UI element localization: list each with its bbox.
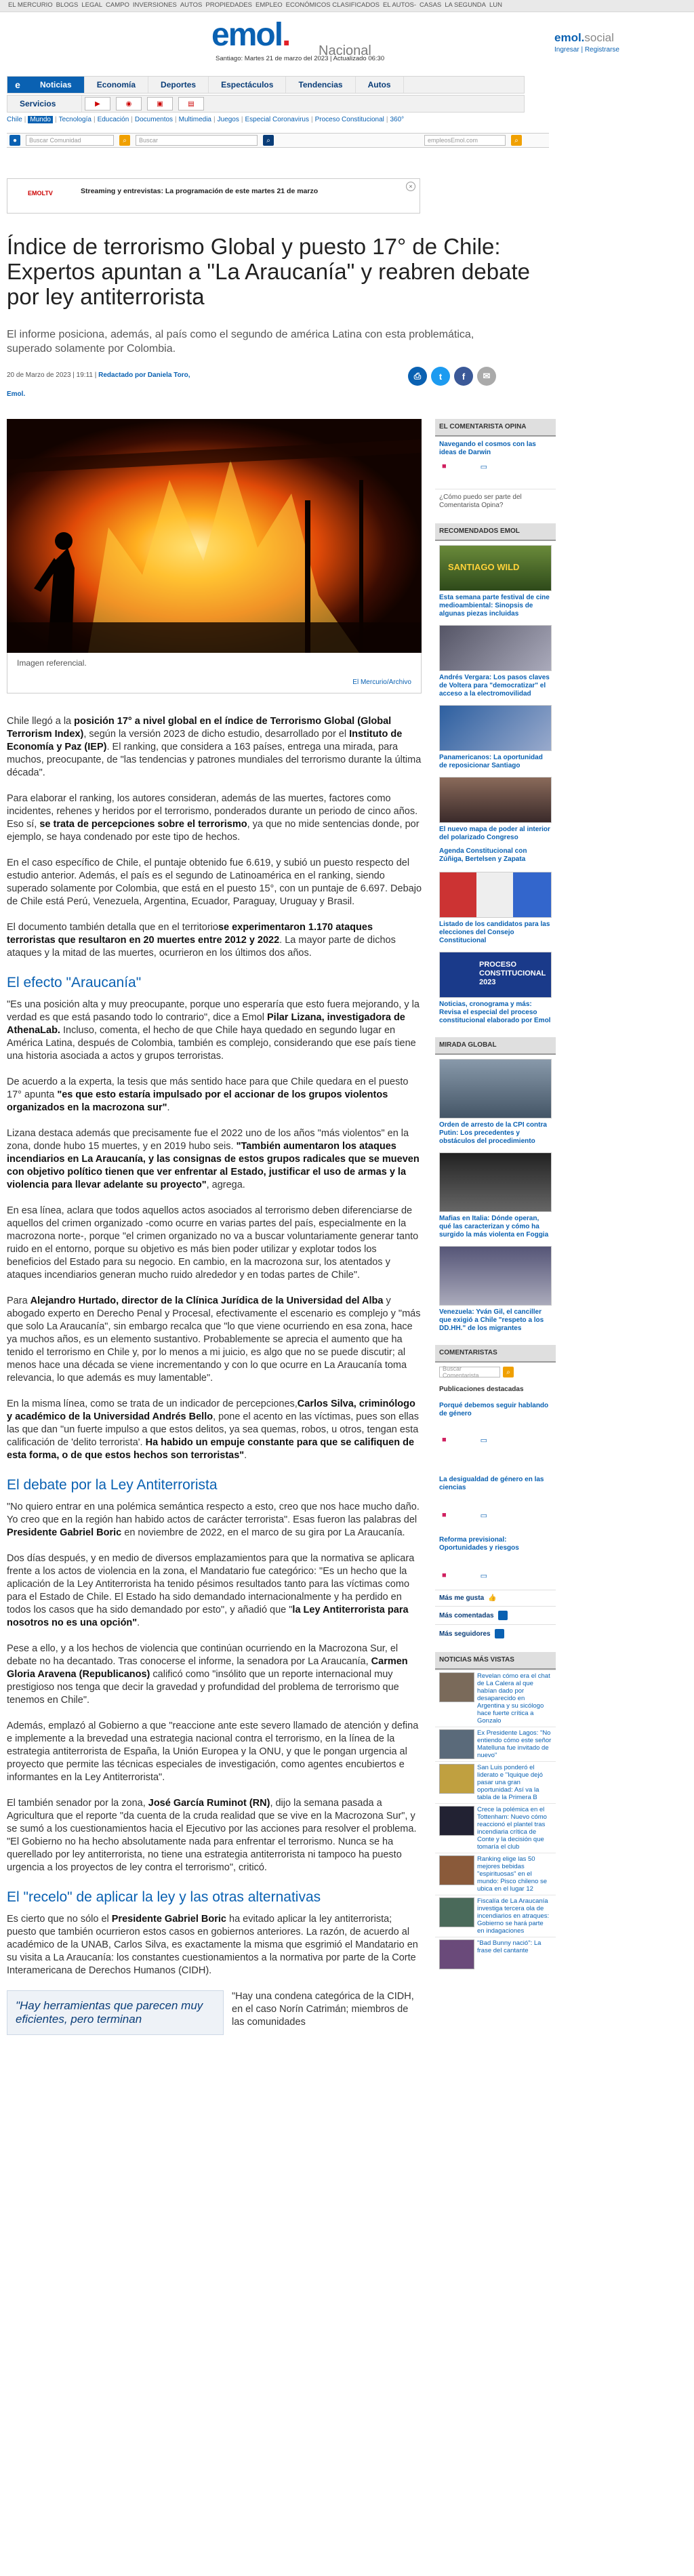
paragraph: Lizana destaca además que precisamente fue el 2022 uno de los años "más violentos" en la zona, donde hubo 15 muertes, y en 2019 hubo seis. "También aumentaron los ataques incendiarios en La Araucanía, y las consignas de estos grupos radicales que se mueven con objetivo político tienen que ver enfrentar al Estado, justificar el uso de armas y la violencia para llevar adelante su proyecto", agrega. <box>7 1128 420 1190</box>
sub-link[interactable]: Tecnología <box>58 116 91 123</box>
comment-icon <box>498 1611 508 1620</box>
sub-link[interactable]: Educación <box>97 116 129 123</box>
site-search-icon[interactable]: ⌕ <box>263 135 274 146</box>
facebook-icon[interactable]: f <box>454 367 473 386</box>
emol-social-brand[interactable]: emol.social <box>554 31 614 44</box>
photo-caption <box>7 653 422 693</box>
mirada-item[interactable] <box>435 1059 556 1148</box>
item-icons <box>435 1570 556 1583</box>
top-links-bar <box>0 0 694 12</box>
mirada-image <box>439 1152 552 1212</box>
section-name: Nacional <box>319 43 371 58</box>
photo-icon[interactable]: ▤ <box>178 97 204 110</box>
top-link[interactable]: EMPLEO <box>256 1 283 9</box>
separator: | <box>241 116 243 123</box>
paragraph: Para Alejandro Hurtado, director de la Clínica Jurídica de la Universidad del Alba y abogado experto en Derecho Penal y Procesal, efectivamente el escenario es complejo y "más que solo La Araucanía", sin embargo recalca que "lo que viene ocurriendo en esa zona, hace ya muchos años, es un elemento sustantivo. Probablemente se aprecia el aumento que ha tenido el terrorismo en Chile y, por lo menos a mi juicio, es algo que no se puede discutir; al menos hace una década se viene incrementando y con lo que ocurre en La Araucanía toma relevancia, lo que además es muy lamentable". <box>7 1295 421 1384</box>
nav-servicios[interactable]: Servicios <box>7 96 82 112</box>
rec-title[interactable]: El nuevo mapa de poder al interior del polarizado Congreso <box>439 826 550 841</box>
article-byline: 20 de Marzo de 2023 | 19:11 | Redactado por Daniela Toro, <box>7 371 190 379</box>
comunidad-icon[interactable]: ● <box>9 135 20 146</box>
paragraph: Es cierto que no sólo el Presidente Gabriel Boric ha evitado aplicar la ley antiterrorista; puesto que también ocurrieron estos casos en gobiernos anteriores. La razón, de acuerdo al académico de la UNAB, Carlos Silva, es exactamente la misma que esgrimió el Mandatario en su visita a La Araucanía: los constantes cuestionamientos a la normativa por parte de la Corte Interamericana de Derechos Humanos (CIDH). <box>7 1914 418 1976</box>
paragraph: Chile llegó a la posición 17° a nivel global en el índice de Terrorismo Global (Global Terrorism Index), según la versión 2023 de dicho estudio, desarrollado por el Instituto de Economía y Paz (IEP). El ranking, que considera a 163 países, entrega una mirada, para muchos, preocupante, de "las tendencias y patrones mundiales del terrorismo durante la última década". <box>7 716 422 778</box>
paragraph: "Hay una condena categórica de la CIDH, en el caso Norín Catrimán; miembros de las comunidades <box>232 1991 414 2028</box>
mirada-title[interactable]: Venezuela: Yván Gil, el canciller que exigió a Chile "respeto a los DD.HH." de los migrantes <box>439 1308 544 1332</box>
sub-links <box>7 116 406 123</box>
vista-thumb <box>439 1806 474 1836</box>
mirada-item[interactable] <box>435 1246 556 1335</box>
separator: | <box>54 116 57 123</box>
heart-icon[interactable]: ■ <box>442 1436 447 1444</box>
item-icons <box>435 461 556 474</box>
paragraph: El también senador por la zona, José García Ruminot (RN), dijo la semana pasada a Agricultura que el reporte "da cuenta de la cruda realidad que se vive en la Macrozona Sur", y se sumó a los cuestionamientos hacia el Ejecutivo por las acciones para resolver el problema. "El Gobierno no ha hecho absolutamente nada para enfrentar el terrorismo. Nunca se ha querellado por ley antiterrorista, no tiene una estrategia antiterrorista ni tampoco ha puesto urgencia a los proyectos de ley contra el terrorismo", criticó. <box>7 1798 417 1873</box>
site-search-input[interactable]: Buscar <box>136 135 258 146</box>
sub-link[interactable]: Proceso Constitucional <box>314 116 384 123</box>
top-link[interactable]: CAMPO <box>106 1 129 9</box>
vista-thumb <box>439 1764 474 1794</box>
vista-item[interactable]: Revelan cómo era el chat de La Calera al que habían dado por desaparecido en Argentina y su sicólogo hace fuerte crítica a Gonzalo <box>435 1670 556 1727</box>
recommended-item[interactable] <box>435 872 556 948</box>
paragraph: "No quiero entrar en una polémica semántica respecto a esto, creo que nos hace mucho daño. Yo creo que en la región han habido actos de carácter terrorista". Esas fueron las palabras del Presidente Gabriel Boric en noviembre de 2022, en el marco de su gira por La Araucanía. <box>7 1502 420 1538</box>
emoltv-label: EMOLTV <box>28 190 53 197</box>
rec-title[interactable]: Listado de los candidatos para las elecciones del Consejo Constitucional <box>439 921 550 944</box>
item-icons <box>435 1434 556 1447</box>
top-link[interactable]: CASAS <box>420 1 442 9</box>
sub-link[interactable]: Juegos <box>217 116 239 123</box>
quote-block <box>7 1990 422 2029</box>
rec-title[interactable]: Panamericanos: La oportunidad de reposicionar Santiago <box>439 754 543 769</box>
emoltv-promo[interactable] <box>7 178 420 214</box>
nav-autos[interactable]: Autos <box>356 77 404 93</box>
item-icons <box>435 1510 556 1523</box>
followers-icon <box>495 1629 504 1638</box>
rec-image <box>439 777 552 823</box>
paragraph: Dos días después, y en medio de diversos emplazamientos para que la normativa se aplicara frente a los actos de violencia en la zona, el Mandatario fue categórico: "Es un hecho que la aplicación de la Ley Antiterrorista ha tenido pésimos resultados tanto para las víctimas como para el Estado de Chile. El Estado ha sido demandado internacionalmente y ha perdido en todos los casos que ha sido demandado por esto", y añadió que "la Ley Antiterrorista para nosotros no es una opción". <box>7 1553 415 1628</box>
separator: | <box>93 116 96 123</box>
vista-item[interactable]: Ranking elige las 50 mejores bebidas "espirituosas" en el mundo: Pisco chileno se ubica en el lugar 12 <box>435 1853 556 1895</box>
section-heading: El efecto "Araucanía" <box>7 975 142 990</box>
recommended-item[interactable] <box>435 952 556 1028</box>
section-heading: El debate por la Ley Antiterrorista <box>7 1477 218 1493</box>
thumbs-up-icon: 👍 <box>488 1594 497 1602</box>
recommended-item[interactable] <box>435 625 556 701</box>
vista-item[interactable]: Fiscalía de La Araucanía investiga tercera ola de incendiarios en atraques: Gobierno se hará parte en indagaciones <box>435 1895 556 1937</box>
section-heading: El "recelo" de aplicar la ley y las otras alternativas <box>7 1889 321 1905</box>
mas-seguidores[interactable]: Más seguidores <box>435 1624 556 1643</box>
opina-join-link[interactable]: ¿Cómo puedo ser parte del Comentarista Opina? <box>435 489 556 514</box>
mirada-title[interactable]: Orden de arresto de la CPI contra Putin: Los precedentes y obstáculos del procedimiento <box>439 1121 547 1145</box>
search-bar <box>7 133 549 148</box>
top-link[interactable]: AUTOS <box>180 1 203 9</box>
header <box>0 12 694 65</box>
top-link[interactable]: INVERSIONES <box>132 1 177 9</box>
empleos-search-input[interactable]: empleosEmol.com <box>424 135 506 146</box>
vista-item[interactable]: Ex Presidente Lagos: "No entiendo cómo este señor Matelluna fue invitado de nuevo" <box>435 1727 556 1761</box>
vista-item[interactable]: "Bad Bunny nació": La frase del cantante <box>435 1937 556 1971</box>
sub-link[interactable]: Documentos <box>134 116 174 123</box>
share-buttons <box>408 367 496 386</box>
fire-image <box>7 419 422 653</box>
sub-link[interactable]: Mundo <box>28 116 53 123</box>
mas-vistas-heading: NOTICIAS MÁS VISTAS <box>435 1652 556 1670</box>
top-link[interactable]: EL MERCURIO <box>8 1 53 9</box>
nav-espectaculos[interactable]: Espectáculos <box>209 77 286 93</box>
article-title: Índice de terrorismo Global y puesto 17° de Chile: Expertos apuntan a "La Araucanía" y reabren debate por ley antiterrorista <box>7 234 530 309</box>
top-link[interactable]: BLOGS <box>56 1 79 9</box>
mirada-heading: MIRADA GLOBAL <box>435 1037 556 1055</box>
emol-logo[interactable]: emol. <box>211 17 290 53</box>
comment-icon[interactable]: ▭ <box>480 1572 488 1580</box>
radio-icon[interactable]: ◉ <box>116 97 142 110</box>
separator: | <box>131 116 133 123</box>
article-subtitle: El informe posiciona, además, al país como el segundo de américa Latina con esta problemática, superado solamente por Colombia. <box>7 329 474 355</box>
separator: | <box>175 116 177 123</box>
paragraph: Para elaborar el ranking, los autores consideran, además de las muertes, factores como incidentes, rehenes y heridos por el terrorismo, ponderados durante un periodo de cinco años. Eso sí, se trata de percepciones sobre el terrorismo, ya que no mide sentencias donde, por ejemplo, se haya condenado por este tipo de hechos. <box>7 793 420 843</box>
play-icon[interactable]: ▶ <box>85 97 110 110</box>
separator: | <box>24 116 26 123</box>
emol-social <box>554 31 619 54</box>
rec-title[interactable]: Esta semana parte festival de cine medioambiental: Sinopsis de algunas piezas incluidas <box>439 594 550 618</box>
nav-economia[interactable]: Economía <box>85 77 148 93</box>
publicacion-item[interactable]: Porqué debemos seguir hablando de género <box>439 1402 549 1417</box>
photo-credit: El Mercurio/Archivo <box>352 679 411 686</box>
login-register-link[interactable]: Ingresar | Registrarse <box>554 46 619 54</box>
email-icon[interactable]: ✉ <box>477 367 496 386</box>
paragraph: Además, emplazó al Gobierno a que "reaccione ante este severo llamado de atención y defina e implemente a la brevedad una estrategia nacional contra el terrorismo, en la línea de la estrategia antiterrorista de España, la Unión Europea y la ONU, y que le pongan urgencia al proyecto que permite las técnicas especiales de investigación, como agentes encubiertos e informantes en la Ley Antiterrorista". <box>7 1720 419 1783</box>
opina-block <box>435 419 556 514</box>
rec-image <box>439 625 552 671</box>
sidebar <box>435 419 556 1981</box>
recommended-item[interactable] <box>435 777 556 845</box>
paragraph: En la misma línea, como se trata de un indicador de percepciones,Carlos Silva, criminólogo y académico de la Universidad Andrés Bello, pone el acento en las víctimas, pues son ellas las que dan "un fuerte impulso a que estos delitos, ya sea quemas, robos, u otros, tengan esta calificación de 'delito terrorista'. Ha habido un empuje constante para que se califiquen de esta forma, o de que estos hechos son terroristas". <box>7 1398 419 1461</box>
rec-image <box>439 872 552 918</box>
comentaristas-heading: COMENTARISTAS <box>435 1345 556 1363</box>
vista-thumb <box>439 1855 474 1885</box>
twitter-icon[interactable]: t <box>431 367 450 386</box>
mirada-title[interactable]: Mafias en Italia: Dónde operan, qué las caracterizan y cómo ha surgido la más violenta en Foggia <box>439 1215 549 1239</box>
mirada-item[interactable] <box>435 1152 556 1242</box>
mirada-image <box>439 1246 552 1306</box>
sub-link[interactable]: 360° <box>390 116 405 123</box>
date-updated: Santiago: Martes 21 de marzo del 2023 | Actualizado 06:30 <box>216 55 385 62</box>
close-icon[interactable]: × <box>406 182 415 191</box>
top-link[interactable]: EL AUTOS- <box>382 1 417 9</box>
nav-deportes[interactable]: Deportes <box>148 77 209 93</box>
rec-image <box>439 705 552 751</box>
vista-item[interactable]: Crece la polémica en el Tottenham: Nuevo cómo reaccionó el plantel tras incendiaria crítica de Conte y la decisión que tomaría el club <box>435 1803 556 1853</box>
paragraph: "Es una posición alta y muy preocupante, porque uno esperaría que esto fuera mejorando, y la verdad es que está pasando todo lo contrario", dice a Emol Pilar Lizana, investigadora de AthenaLab. Incluso, comenta, el hecho de que Chile haya quedado en segundo lugar en América Latina, después de Colombia, también es complejo, considerando que ese país tiene una historia asociada a actos y grupos terroristas. <box>7 999 420 1062</box>
top-link[interactable]: LEGAL <box>81 1 103 9</box>
author-link[interactable]: Redactado por Daniela Toro, <box>98 371 190 379</box>
paragraph: El documento también detalla que en el territoriose experimentaron 1.170 ataques terroristas que resultaron en 20 muertes entre 2012 y 2022. La mayor parte de dichos ataques y la mitad de las muertes, ocurrieron en los últimos dos años. <box>7 922 396 959</box>
emol-e-icon[interactable]: e <box>7 77 28 93</box>
comentaristas-block <box>435 1345 556 1643</box>
pull-quote: "Hay herramientas que parecen muy eficientes, pero terminan <box>7 1990 224 2035</box>
separator: | <box>310 116 313 123</box>
comentarista-search <box>435 1363 556 1382</box>
nav-tendencias[interactable]: Tendencias <box>286 77 355 93</box>
comment-icon[interactable]: ▭ <box>480 463 488 471</box>
nav-row-2 <box>7 95 525 113</box>
mirada-block <box>435 1037 556 1335</box>
nav-row-1 <box>7 76 525 94</box>
heart-icon[interactable]: ■ <box>442 1511 447 1519</box>
article-photo <box>7 419 422 653</box>
mas-vistas-block <box>435 1652 556 1971</box>
main-nav <box>7 76 525 113</box>
comment-icon[interactable]: ▭ <box>480 1436 488 1445</box>
publicaciones-heading: Publicaciones destacadas <box>439 1386 524 1393</box>
separator: | <box>213 116 216 123</box>
paragraph: De acuerdo a la experta, la tesis que más sentido hace para que Chile quedara en el puesto 17° apunta "es que esto estaría impulsado por el accionar de los grupos violentos organizados en la macrozona sur". <box>7 1076 409 1113</box>
recommended-item[interactable] <box>435 545 556 621</box>
comentarista-search-input[interactable]: Buscar Comentarista <box>439 1367 500 1377</box>
rec-title[interactable]: Agenda Constitucional con Zúñiga, Bertelsen y Zapata <box>439 847 527 863</box>
article-source[interactable]: Emol. <box>7 390 26 398</box>
sub-link[interactable]: Chile <box>7 116 22 123</box>
recomendados-heading: RECOMENDADOS EMOL <box>435 523 556 541</box>
mas-me-gusta[interactable]: Más me gusta 👍 <box>435 1590 556 1606</box>
vista-item[interactable]: San Luis ponderó el liderato e "Iquique dejó pasar una gran oportunidad: Así va la tabla de la Primera B <box>435 1761 556 1803</box>
comunidad-search-icon[interactable]: ⌕ <box>119 135 130 146</box>
recommended-item[interactable] <box>435 705 556 773</box>
caption-text: Imagen referencial. <box>17 658 87 668</box>
top-link[interactable]: ECONÓMICOS CLASIFICADOS <box>285 1 380 9</box>
vista-thumb <box>439 1729 474 1759</box>
mirada-image <box>439 1059 552 1119</box>
paragraph: En esa línea, aclara que todos aquellos actos asociados al terrorismo deben diferenciarse de aquellos del crimen organizado -como ocurre en varias partes del país, especialmente en la macrozona norte-, porque "el crimen organizado no va a buscar voluntariamente generar tanto ruido en el entorno, porque su objetivo es más bien poder utilizar y explotar todos los beneficios del Estado para su negocio. En cambio, en la macrozona sur, los atentados y ataques incendiarios generan mucho ruido alrededor y en todas partes de Chile". <box>7 1205 419 1281</box>
sub-link[interactable]: Multimedia <box>178 116 211 123</box>
opina-item[interactable]: Navegando el cosmos con las ideas de Darwin <box>439 441 536 456</box>
recomendados-block <box>435 523 556 1028</box>
empleos-search-icon[interactable]: ⌕ <box>511 135 522 146</box>
paragraph: Pese a ello, y a los hechos de violencia que continúan ocurriendo en la Macrozona Sur, el debate no ha decantado. Tras conocerse el informe, la senadora por La Araucanía, Carmen Gloria Aravena (Republicanos) calificó como "insólito que un reporte internacional muy prestigioso nos tenga que decir la gravedad y profundidad del problema de terrorismo que tenemos en Chile". <box>7 1643 408 1706</box>
heart-icon[interactable]: ■ <box>442 1571 447 1579</box>
publicacion-item[interactable]: Reforma previsional: Oportunidades y riesgos <box>439 1536 519 1552</box>
comment-icon[interactable]: ▭ <box>480 1512 488 1520</box>
heart-icon[interactable]: ■ <box>442 462 447 470</box>
top-link[interactable]: LUN <box>489 1 502 9</box>
comunidad-search-input[interactable]: Buscar Comunidad <box>26 135 114 146</box>
vista-thumb <box>439 1897 474 1927</box>
tv-icon[interactable]: ▣ <box>147 97 173 110</box>
paragraph: En el caso específico de Chile, el puntaje obtenido fue 6.619, y subió un puesto respecto del estudio anterior. Además, el país es el segundo de Latinoamérica en el ranking, siendo superado solamente por Colombia, que está en el puesto 15°, con un puntaje de 6.697. Debajo de Chile está Perú, Venezuela, Argentina, Ecuador, Paraguay, Uruguay y Brasil. <box>7 858 422 907</box>
rec-title[interactable]: Noticias, cronograma y más: Revisa el especial del proceso constitucional elaborado por Emol <box>439 1001 551 1024</box>
rec-image: SANTIAGO WILD <box>439 545 552 591</box>
publicacion-item[interactable]: La desigualdad de género en las ciencias <box>439 1476 544 1491</box>
article-body <box>7 715 422 2042</box>
vista-thumb <box>439 1672 474 1702</box>
sub-link[interactable]: Especial Coronavirus <box>245 116 309 123</box>
comentarista-search-icon[interactable]: ⌕ <box>503 1367 514 1377</box>
mas-comentadas[interactable]: Más comentadas <box>435 1606 556 1624</box>
vista-thumb <box>439 1939 474 1969</box>
opina-heading: EL COMENTARISTA OPINA <box>435 419 556 437</box>
nav-noticias[interactable]: Noticias <box>28 77 85 93</box>
top-link[interactable]: PROPIEDADES <box>205 1 253 9</box>
emoltv-text[interactable]: Streaming y entrevistas: La programación de este martes 21 de marzo <box>81 187 319 195</box>
top-link[interactable]: LA SEGUNDA <box>445 1 486 9</box>
print-icon[interactable]: ⎙ <box>408 367 427 386</box>
separator: | <box>386 116 388 123</box>
rec-image: PROCESO CONSTITUCIONAL 2023 <box>439 952 552 998</box>
rec-title[interactable]: Andrés Vergara: Los pasos claves de Voltera para "democratizar" el acceso a la electromovilidad <box>439 674 550 698</box>
